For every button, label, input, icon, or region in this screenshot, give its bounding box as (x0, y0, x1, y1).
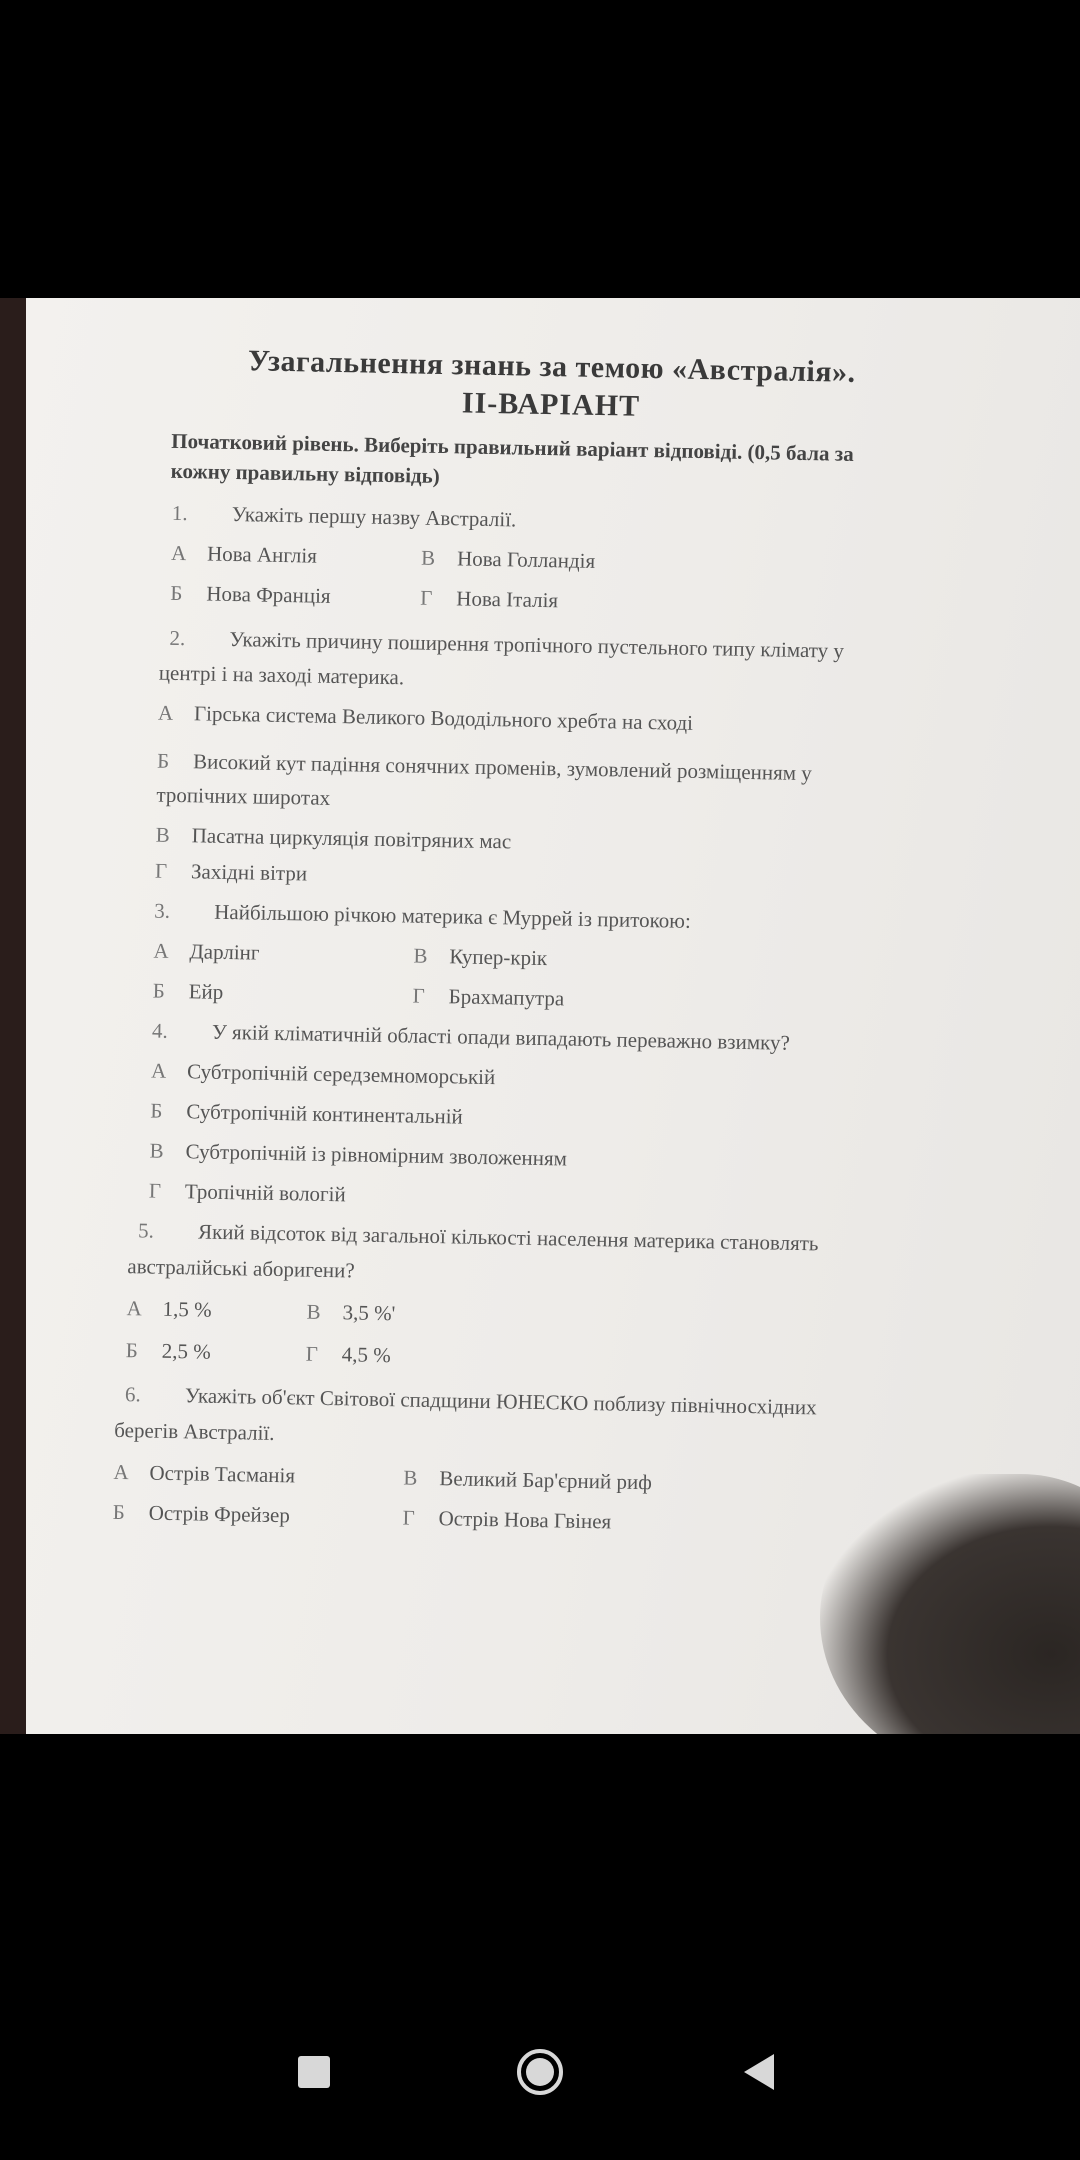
question-6-text-line-1: Укажіть об'єкт Світової спадщини ЮНЕСКО поблизу північносхідних (184, 1383, 817, 1420)
instructions-line-2: кожну правильну відповідь) (170, 458, 440, 488)
back-button[interactable] (728, 2040, 792, 2104)
q4-option-b: Б Субтропічній континентальній (150, 1098, 464, 1129)
q3-option-a: А Дарлінг (153, 938, 260, 965)
question-2-number: 2. (169, 625, 186, 651)
q5-option-b: Б 2,5 % (125, 1338, 212, 1364)
worksheet (26, 298, 1080, 1534)
q1-option-a: А Нова Англія (170, 540, 318, 568)
question-6-text-line-2: берегів Австралії. (114, 1417, 275, 1445)
question-5-text-line-2: австралійські аборигени? (127, 1254, 355, 1283)
question-4-number: 4. (151, 1018, 168, 1043)
q4-option-a: А Субтропічній середземноморській (150, 1058, 496, 1090)
question-3-number: 3. (154, 898, 171, 923)
q1-option-v: В Нова Голландія (420, 545, 596, 573)
question-2-text-line-1: Укажіть причину поширення тропічного пустельного типу клімату у (229, 626, 845, 663)
question-5-number: 5. (137, 1218, 155, 1243)
q5-option-v: В 3,5 %' (306, 1299, 396, 1326)
q3-option-v: В Купер-крік (413, 943, 548, 971)
recents-button[interactable] (282, 2040, 346, 2104)
question-6-number: 6. (124, 1382, 141, 1407)
document-photo (0, 298, 1080, 1734)
square-icon (282, 2040, 346, 2104)
q1-option-b: Б Нова Франція (170, 580, 331, 608)
q6-option-a: А Острів Тасманія (113, 1459, 296, 1488)
q3-option-g: Г Брахмапутра (412, 983, 565, 1011)
q5-option-g: Г 4,5 % (305, 1341, 392, 1368)
q2-option-a: А Гірська система Великого Вододільного хребта на сході (157, 700, 694, 735)
triangle-back-icon (728, 2040, 792, 2104)
q2-option-b: Б Високий кут падіння сонячних променів, зумовлений розміщенням у (156, 748, 813, 786)
q2-option-v: В Пасатна циркуляція повітряних мас (155, 822, 512, 854)
hand-shadow (820, 1474, 1080, 1734)
circle-icon (508, 2040, 572, 2104)
question-4-text: У якій кліматичній області опади випадають переважно взимку? (211, 1019, 791, 1055)
q5-option-a: А 1,5 % (126, 1296, 212, 1322)
paper-sheet (26, 298, 1080, 1734)
q3-option-b: Б Ейр (152, 978, 224, 1004)
q2-option-b-line-2: тропічних широтах (156, 782, 331, 810)
question-1-text: Укажіть першу назву Австралії. (231, 501, 517, 532)
q1-option-g: Г Нова Італія (420, 585, 559, 613)
system-navigation-bar (0, 1980, 1080, 2160)
q4-option-g: Г Тропічній вологій (148, 1178, 346, 1207)
question-2-text-line-2: центрі і на заході материка. (158, 660, 405, 690)
question-5-text-line-1: Який відсоток від загальної кількості населення материка становлять (197, 1219, 819, 1256)
instructions-line-1: Початковий рівень. Виберіть правильний варіант відповіді. (0,5 бала за (171, 428, 854, 466)
home-button[interactable] (508, 2040, 572, 2104)
q6-option-v: В Великий Бар'єрний риф (403, 1465, 653, 1495)
question-1-number: 1. (171, 500, 188, 526)
q2-option-g: Г Західні вітри (154, 858, 308, 886)
variant-label: ІІ-ВАРІАНТ (461, 386, 641, 423)
question-3-text: Найбільшою річкою материка є Муррей із притокою: (214, 899, 692, 933)
q6-option-g: Г Острів Нова Гвінея (402, 1505, 612, 1534)
q4-option-v: В Субтропічній із рівномірним зволоженням (149, 1138, 568, 1171)
q6-option-b: Б Острів Фрейзер (112, 1499, 291, 1528)
worksheet-title: Узагальнення знань за темою «Австралія». (247, 344, 856, 389)
